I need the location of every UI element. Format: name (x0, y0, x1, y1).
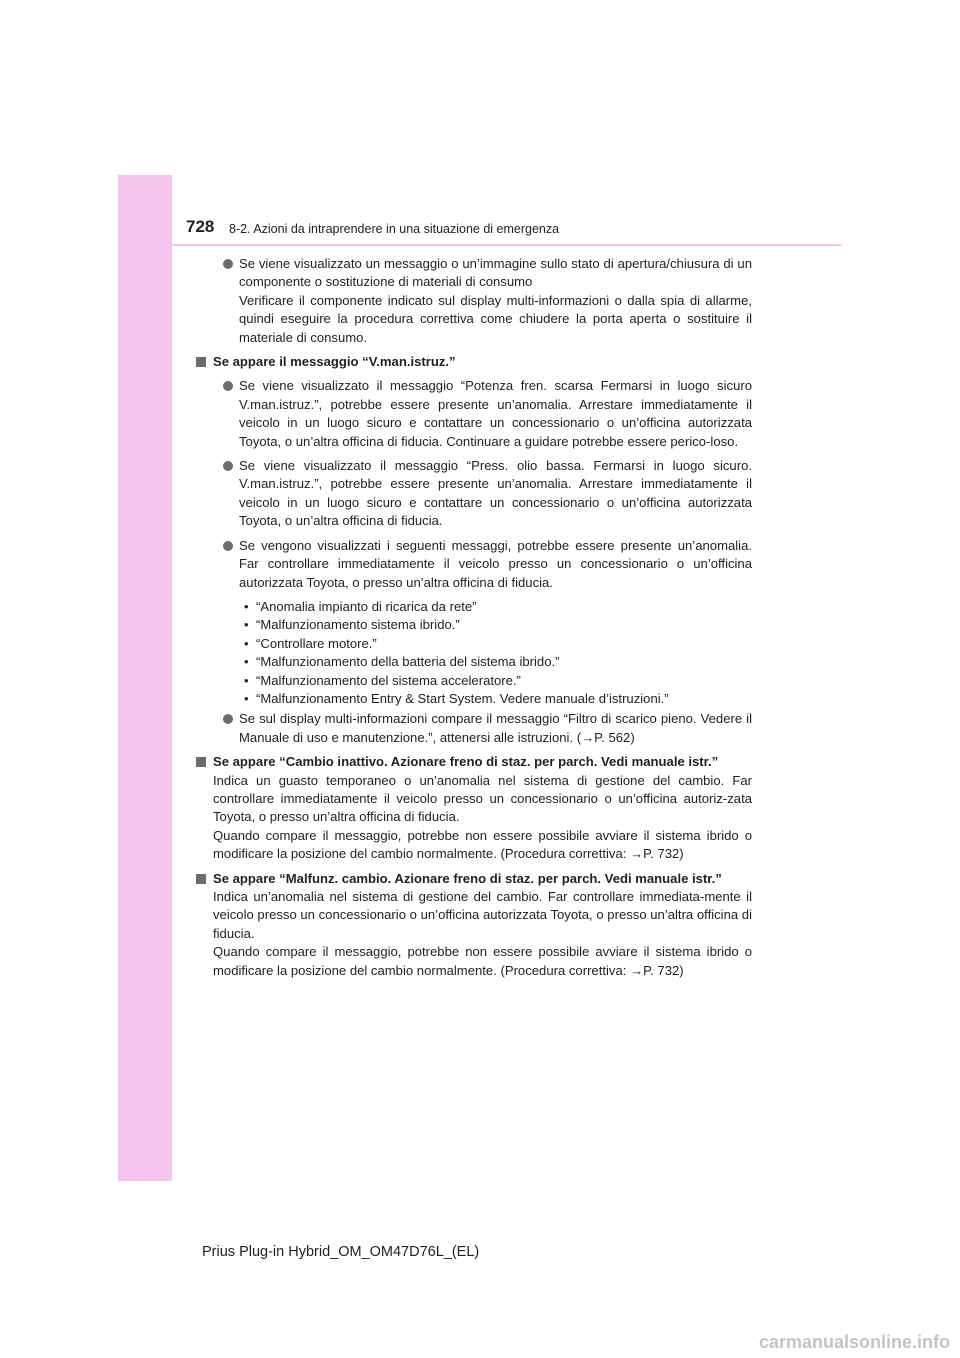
list-item-text: “Anomalia impianto di ricarica da rete” (256, 598, 477, 614)
chapter-title: 8-2. Azioni da intraprendere in una situazione di emergenza (229, 222, 560, 236)
bullet-item (196, 537, 752, 592)
watermark: carmanualsonline.info (758, 1332, 950, 1352)
list-bullet: • (244, 598, 249, 614)
list-item (244, 616, 752, 634)
square-bullet-icon (196, 357, 206, 367)
list-item-text: “Malfunzionamento del sistema acceleratore.” (256, 672, 521, 688)
list-item (244, 672, 752, 690)
list-bullet: • (244, 690, 249, 706)
section-title: Se appare “Malfunz. cambio. Azionare freno di staz. per parch. Vedi manuale istr.” (213, 870, 722, 886)
section-heading (196, 870, 752, 888)
section-title: Se appare “Cambio inattivo. Azionare freno di staz. per parch. Vedi manuale istr.” (213, 754, 719, 770)
round-bullet-icon (223, 714, 233, 724)
round-bullet-icon (223, 541, 233, 551)
list-item-text: “Malfunzionamento Entry & Start System. Vedere manuale d’istruzioni.” (256, 690, 669, 706)
page-number: 728 (186, 217, 215, 236)
bullet-item (196, 457, 752, 531)
paragraph: Indica un guasto temporaneo o un’anomalia nel sistema di gestione del cambio. Far controllare immediatamente il veicolo presso un concessionario o un’officina autoriz-zata Toyota, o presso un’altra officina di fiducia. (213, 772, 752, 825)
round-bullet-icon (223, 381, 233, 391)
bullet-item (196, 710, 752, 747)
list-bullet: • (244, 654, 249, 670)
square-bullet-icon (196, 874, 206, 884)
round-bullet-icon (223, 461, 233, 471)
list-bullet: • (244, 617, 249, 633)
header-rule (172, 244, 842, 246)
list-item (244, 653, 752, 671)
item-text: Se viene visualizzato un messaggio o un’immagine sullo stato di apertura/chiusura di un componente o sostituzione di materiali di consumo (239, 256, 752, 290)
section-title: Se appare il messaggio “V.man.istruz.” (213, 354, 456, 370)
item-text: Se viene visualizzato il messaggio “Press. olio bassa. Fermarsi in luogo sicuro. V.man.istruz.”, potrebbe essere presente un’anomalia. Arrestare immediatamente il veicolo in un luogo sicuro e contattare un concessionario o un’officina autorizzata Toyota, o un’altra officina di fiducia. (239, 458, 752, 529)
list-bullet: • (244, 672, 249, 688)
bullet-item (196, 255, 752, 347)
paragraph: Indica un’anomalia nel sistema di gestione del cambio. Far controllare immediata-mente il veicolo presso un concessionario o un’officina autorizzata Toyota, o presso un’altra officina di fiducia. (213, 889, 752, 941)
item-detail: Verificare il componente indicato sul display multi-informazioni o dalla spia di allarme, quindi eseguire la procedura correttiva come chiudere la porta aperta o sostituire il materiale di consumo. (239, 292, 752, 345)
item-text: Se viene visualizzato il messaggio “Potenza fren. scarsa Fermarsi in luogo sicuro V.man.istruz.”, potrebbe essere presente un’anomalia. Arrestare immediatamente il veicolo in un luogo sicuro e contattare un concessionario o un’officina autorizzata Toyota, o un’altra officina di fiducia. Continuare a guidare potrebbe essere perico-loso. (239, 378, 752, 449)
round-bullet-icon (223, 259, 233, 269)
page-content (196, 255, 752, 980)
message-list (196, 598, 752, 708)
list-item (244, 690, 752, 708)
chapter-sidebar-band (118, 175, 172, 1181)
list-item (244, 635, 752, 653)
list-item-text: “Malfunzionamento sistema ibrido.” (256, 617, 460, 633)
paragraph: Quando compare il messaggio, potrebbe non essere possibile avviare il sistema ibrido o modificare la posizione del cambio normalmente. (Procedura correttiva: →P. 732) (213, 944, 752, 978)
list-item-text: “Malfunzionamento della batteria del sistema ibrido.” (256, 654, 560, 670)
section-heading (196, 753, 752, 771)
item-text: Se vengono visualizzati i seguenti messaggi, potrebbe essere presente un’anomalia. Far controllare immediatamente il veicolo presso un concessionario o un’officina autorizzata Toyota, o presso un’altra officina di fiducia. (239, 537, 752, 590)
list-item-text: “Controllare motore.” (256, 635, 377, 651)
bullet-item (196, 377, 752, 451)
section-heading (196, 353, 752, 371)
square-bullet-icon (196, 757, 206, 767)
manual-footer: Prius Plug-in Hybrid_OM_OM47D76L_(EL) (202, 1244, 480, 1260)
list-bullet: • (244, 635, 249, 651)
list-item (244, 598, 752, 616)
paragraph: Quando compare il messaggio, potrebbe non essere possibile avviare il sistema ibrido o modificare la posizione del cambio normalmente. (Procedura correttiva: →P. 732) (213, 827, 752, 862)
item-text: Se sul display multi-informazioni compare il messaggio “Filtro di scarico pieno. Vedere il Manuale di uso e manutenzione.”, attenersi alle istruzioni. (→P. 562) (239, 711, 752, 745)
